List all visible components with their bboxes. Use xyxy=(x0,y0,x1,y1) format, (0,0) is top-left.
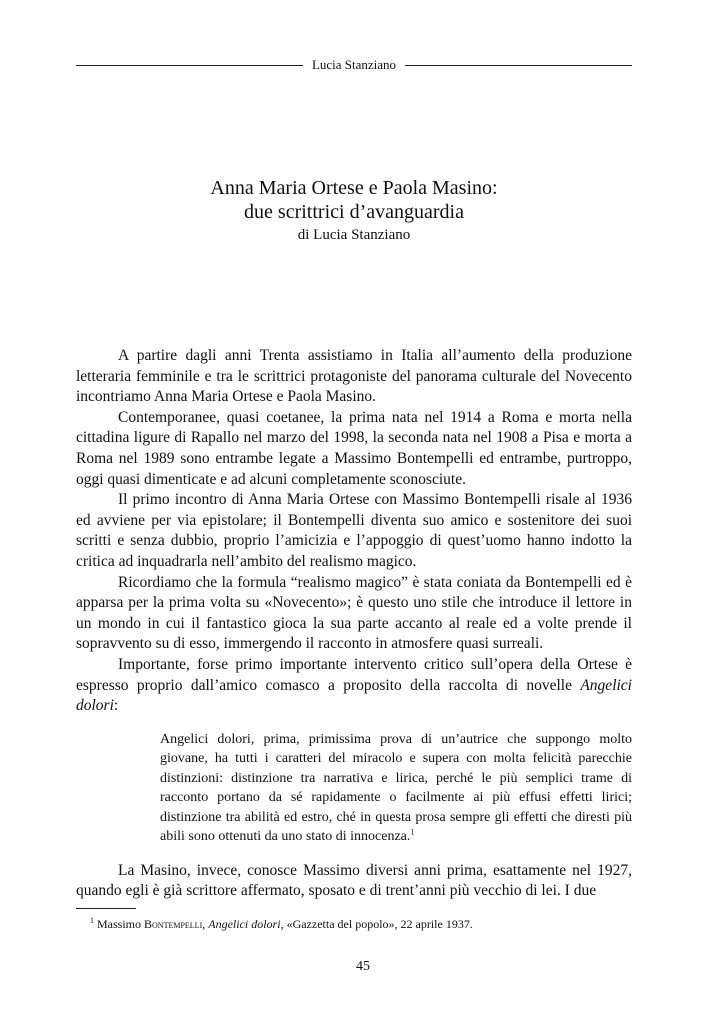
body-text xyxy=(76,346,632,902)
paragraph-3: Il primo incontro di Anna Maria Ortese con Massimo Bontempelli risale al 1936 ed avviene per via epistolare; il Bontempelli diventa suo amico e sostenitore dei suoi scritti e senza dubbio, proprio l’amicizia e l’appoggio di quest’uomo hanno indotto la critica ad inquadrarla nell’ambito del realismo magico. xyxy=(76,491,632,570)
footnote xyxy=(90,916,630,932)
paragraph-5 xyxy=(76,655,632,717)
footnote-sep: , xyxy=(202,917,209,931)
blockquote-text: Angelici dolori, prima, primissima prova di un’autrice che suppongo molto giovane, ha tutti i caratteri del miracolo e supera con molta felicità parecchie distinzioni: distinzione tra narrativa e lirica, perché le più semplici trame di racconto portano da sé rapidamente o facilmente ai più effusi effetti lirici; distinzione tra abilità ed estro, ché in questa prosa sempre gli effetti che diresti più abili sono ottenuti da uno stato di innocenza. xyxy=(160,731,632,845)
footnote-reference[interactable]: 1 xyxy=(410,827,415,837)
paragraph-2: Contemporanee, quasi coetanee, la prima nata nel 1914 a Roma e morta nella cittadina ligure di Rapallo nel marzo del 1998, la seconda nata nel 1908 a Pisa e morta a Roma nel 1989 sono entrambe legate a Massimo Bontempelli ed entrambe, purtroppo, oggi quasi dimenticate e ad alcuni completamente sconosciute. xyxy=(76,408,632,488)
paragraph-4: Ricordiamo che la formula “realismo magico” è stata coniata da Bontempelli ed è apparsa per la prima volta su «Novecento»; è questo uno stile che introduce il lettore in un mondo in cui il fantastico gioca la sua parte accanto al reale ed a volte prende il sopravvento su di esso, immergendo il racconto in atmosfere quasi surreali. xyxy=(76,573,632,653)
running-head xyxy=(76,56,632,74)
paragraph-6: La Masino, invece, conosce Massimo diversi anni prima, esattamente nel 1927, quando egli è già scrittore affermato, sposato e di trent’anni più vecchio di lei. I due xyxy=(76,861,632,900)
article-title-line-1: Anna Maria Ortese e Paola Masino: xyxy=(210,177,498,199)
footnote-work: Angelici dolori xyxy=(208,917,281,931)
footnote-number: 1 xyxy=(90,916,94,925)
page-number: 45 xyxy=(356,959,370,974)
article-title-line-2: due scrittrici d’avanguardia xyxy=(244,201,464,223)
article-title-block xyxy=(76,176,632,245)
running-head-rule-right xyxy=(405,65,632,66)
paragraph-5-text: Importante, forse primo importante intervento critico sull’opera della Ortese è espresso proprio dall’amico comasco a proposito della raccolta di novelle xyxy=(76,655,632,694)
footnote-author-first: Massimo xyxy=(97,917,145,931)
blockquote xyxy=(160,730,632,847)
article-byline: di Lucia Stanziano xyxy=(297,227,411,243)
paragraph-1: A partire dagli anni Trenta assistiamo in Italia all’aumento della produzione letteraria femminile e tra le scrittrici protagoniste del panorama culturale del Novecento incontriamo Anna Maria Ortese e Paola Masino. xyxy=(76,347,632,406)
footnote-rest: , «Gazzetta del popolo», 22 aprile 1937. xyxy=(280,917,473,931)
running-head-label: Lucia Stanziano xyxy=(311,57,397,72)
footnote-rule xyxy=(76,908,136,909)
paragraph-5-title: Angelici dolori xyxy=(76,676,632,715)
footnote-author-last: Bontempelli xyxy=(144,917,203,931)
paragraph-5-end: : xyxy=(113,697,119,715)
